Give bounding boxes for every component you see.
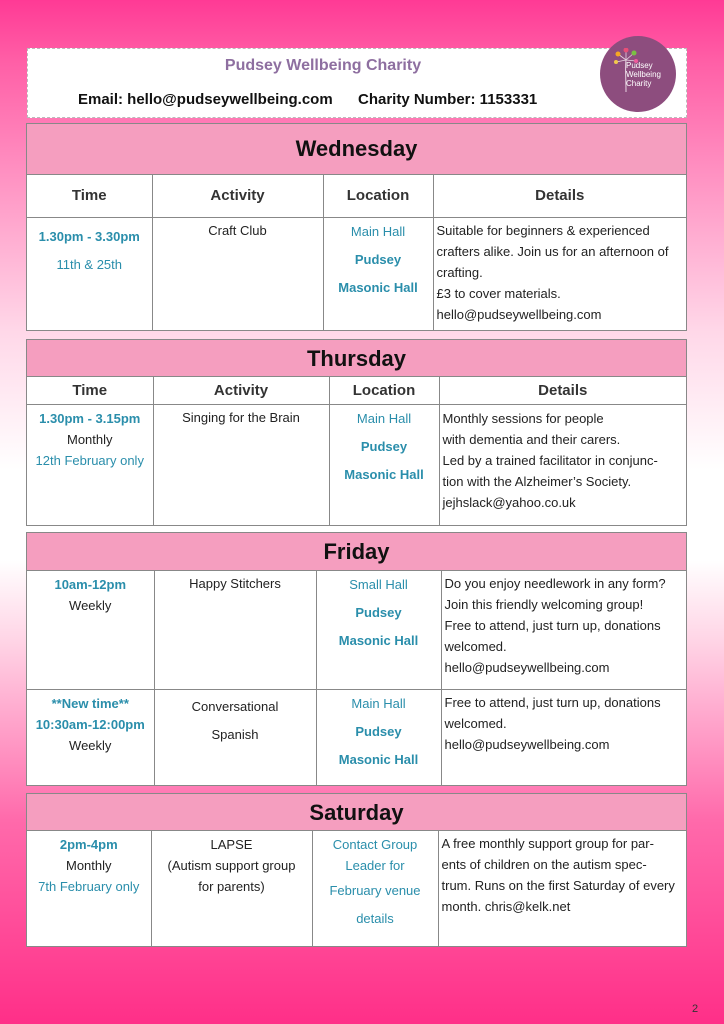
org-name: Pudsey Wellbeing Charity xyxy=(224,57,422,74)
col-header-activity: Activity xyxy=(153,377,329,404)
location-cell: Main Hall Pudsey Masonic Hall xyxy=(316,689,441,785)
activity-cell: LAPSE (Autism support group for parents) xyxy=(151,831,312,946)
schedule-table xyxy=(27,571,686,785)
col-header-time: Time xyxy=(27,377,153,404)
activity-cell: Singing for the Brain xyxy=(153,404,329,525)
table-row xyxy=(27,831,686,946)
schedule-table xyxy=(27,175,686,330)
email-link[interactable]: jejhslack@yahoo.co.uk xyxy=(442,494,576,510)
details-cell: Free to attend, just turn up, donations welcomed. hello@pudseywellbeing.com xyxy=(441,689,686,785)
location-cell: Small Hall Pudsey Masonic Hall xyxy=(316,571,441,689)
logo-text: Pudsey Wellbeing Charity xyxy=(626,61,661,88)
schedule-table xyxy=(27,377,686,525)
table-row xyxy=(27,404,686,525)
activity-cell: Happy Stitchers xyxy=(154,571,316,689)
location-cell: Contact Group Leader for February venue details xyxy=(312,831,438,946)
details-cell: Suitable for beginners & experienced crafters alike. Join us for an afternoon of crafting. £3 to cover materials. hello@pudseywellbeing.com xyxy=(433,217,686,330)
saturday-section xyxy=(26,793,687,947)
table-row xyxy=(27,217,686,330)
col-header-location: Location xyxy=(323,175,433,217)
charity-logo xyxy=(600,36,676,112)
table-row xyxy=(27,571,686,689)
charity-number: Charity Number: 1153331 xyxy=(358,91,538,108)
col-header-time: Time xyxy=(27,175,152,217)
col-header-location: Location xyxy=(329,377,439,404)
day-heading: Wednesday xyxy=(27,124,686,175)
time-cell: **New time** 10:30am-12:00pm Weekly xyxy=(27,689,154,785)
activity-cell: Craft Club xyxy=(152,217,323,330)
time-cell: 1.30pm - 3.30pm 11th & 25th xyxy=(27,217,152,330)
details-cell: Do you enjoy needlework in any form? Join this friendly welcoming group! Free to attend, just turn up, donations welcomed. hello@pudseywellbeing.com xyxy=(441,571,686,689)
details-cell: A free monthly support group for par- ents of children on the autism spec- trum. Runs on the first Saturday of every month. chris@kelk.net xyxy=(438,831,686,946)
time-cell: 1.30pm - 3.15pm Monthly 12th February only xyxy=(27,404,153,525)
col-header-details: Details xyxy=(439,377,686,404)
page-number: 2 xyxy=(692,1003,699,1015)
location-cell: Main Hall Pudsey Masonic Hall xyxy=(329,404,439,525)
email-link[interactable]: hello@pudseywellbeing.com xyxy=(444,736,610,752)
location-cell: Main Hall Pudsey Masonic Hall xyxy=(323,217,433,330)
thursday-section xyxy=(26,339,687,526)
email-link[interactable]: hello@pudseywellbeing.com xyxy=(444,660,610,675)
table-row xyxy=(27,689,686,785)
day-heading: Saturday xyxy=(27,794,686,831)
col-header-activity: Activity xyxy=(152,175,323,217)
contact-email[interactable]: Email: hello@pudseywellbeing.com xyxy=(78,91,333,108)
activity-cell: Conversational Spanish xyxy=(154,689,316,785)
header-box xyxy=(27,48,687,118)
schedule-table xyxy=(27,831,686,946)
day-heading: Friday xyxy=(27,533,686,571)
time-cell: 2pm-4pm Monthly 7th February only xyxy=(27,831,151,946)
friday-section xyxy=(26,532,687,786)
details-cell: Monthly sessions for people with dementia and their carers. Led by a trained facilitator in conjunc- tion with the Alzheimer’s Society. jejhslack@yahoo.co.uk xyxy=(439,404,686,525)
day-heading: Thursday xyxy=(27,340,686,377)
col-header-details: Details xyxy=(433,175,686,217)
time-cell: 10am-12pm Weekly xyxy=(27,571,154,689)
wednesday-section xyxy=(26,123,687,331)
email-link[interactable]: hello@pudseywellbeing.com xyxy=(436,306,602,322)
